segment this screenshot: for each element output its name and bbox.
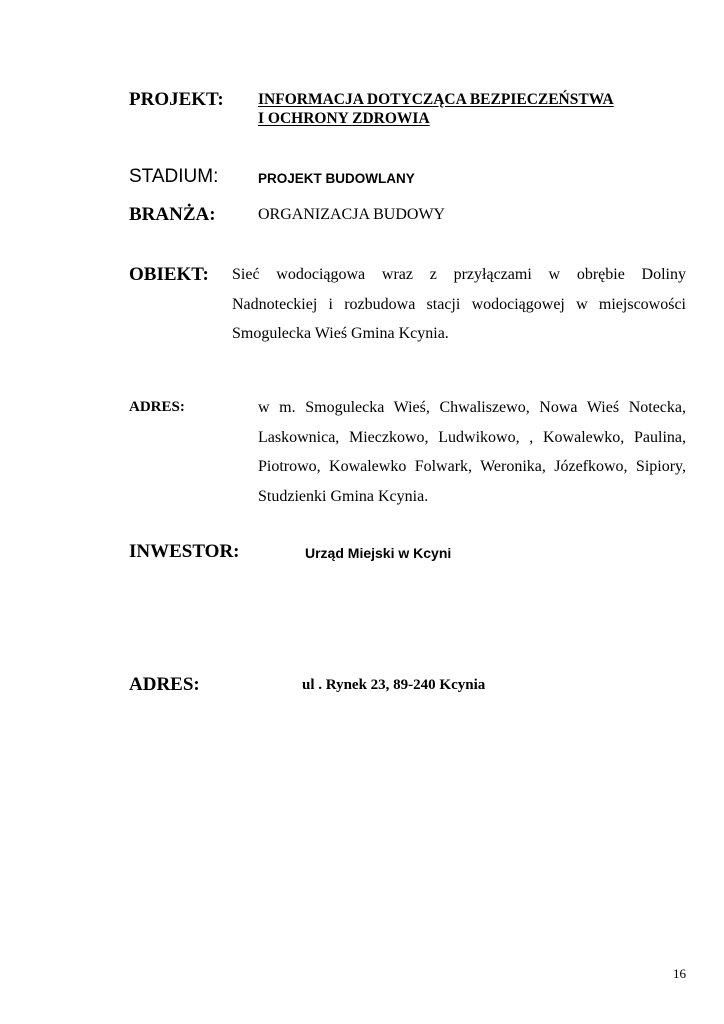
adres-inwestora-label: ADRES: [129,674,200,695]
adres-inwestora-value: ul . Rynek 23, 89-240 Kcynia [302,677,486,693]
adres-obiektu-text: w m. Smogulecka Wieś, Chwaliszewo, Nowa Wieś Notecka, Laskownica, Mieczkowo, Ludwikowo, , Kowalewko, Paulina, Piotrowo, Kowalewko Folwark, Weronika, Józefkowo, Sipiory, Studzienki Gmina Kcynia. [258,399,686,505]
branza-label: BRANŻA: [129,204,216,225]
branza-value: ORGANIZACJA BUDOWY [258,206,446,223]
stadium-label: STADIUM: [129,166,219,187]
adres-obiektu-label: ADRES: [129,399,185,415]
projekt-title-line2: I OCHRONY ZDROWIA [258,110,430,127]
obiekt-label: OBIEKT: [129,264,209,285]
stadium-value: PROJEKT BUDOWLANY [258,171,415,186]
page-number: 16 [673,966,686,981]
obiekt-description: Sieć wodociągowa wraz z przyłączami w obrębie Doliny Nadnoteckiej i rozbudowa stacji wodociągowej w miejscowości Smogulecka Wieś Gmina Kcynia. [232,266,686,342]
inwestor-value: Urząd Miejski w Kcyni [305,545,452,561]
projekt-title-line1: INFORMACJA DOTYCZĄCA BEZPIECZEŃSTWA [258,91,614,108]
projekt-label: PROJEKT: [129,89,224,110]
inwestor-label: INWESTOR: [129,541,240,562]
